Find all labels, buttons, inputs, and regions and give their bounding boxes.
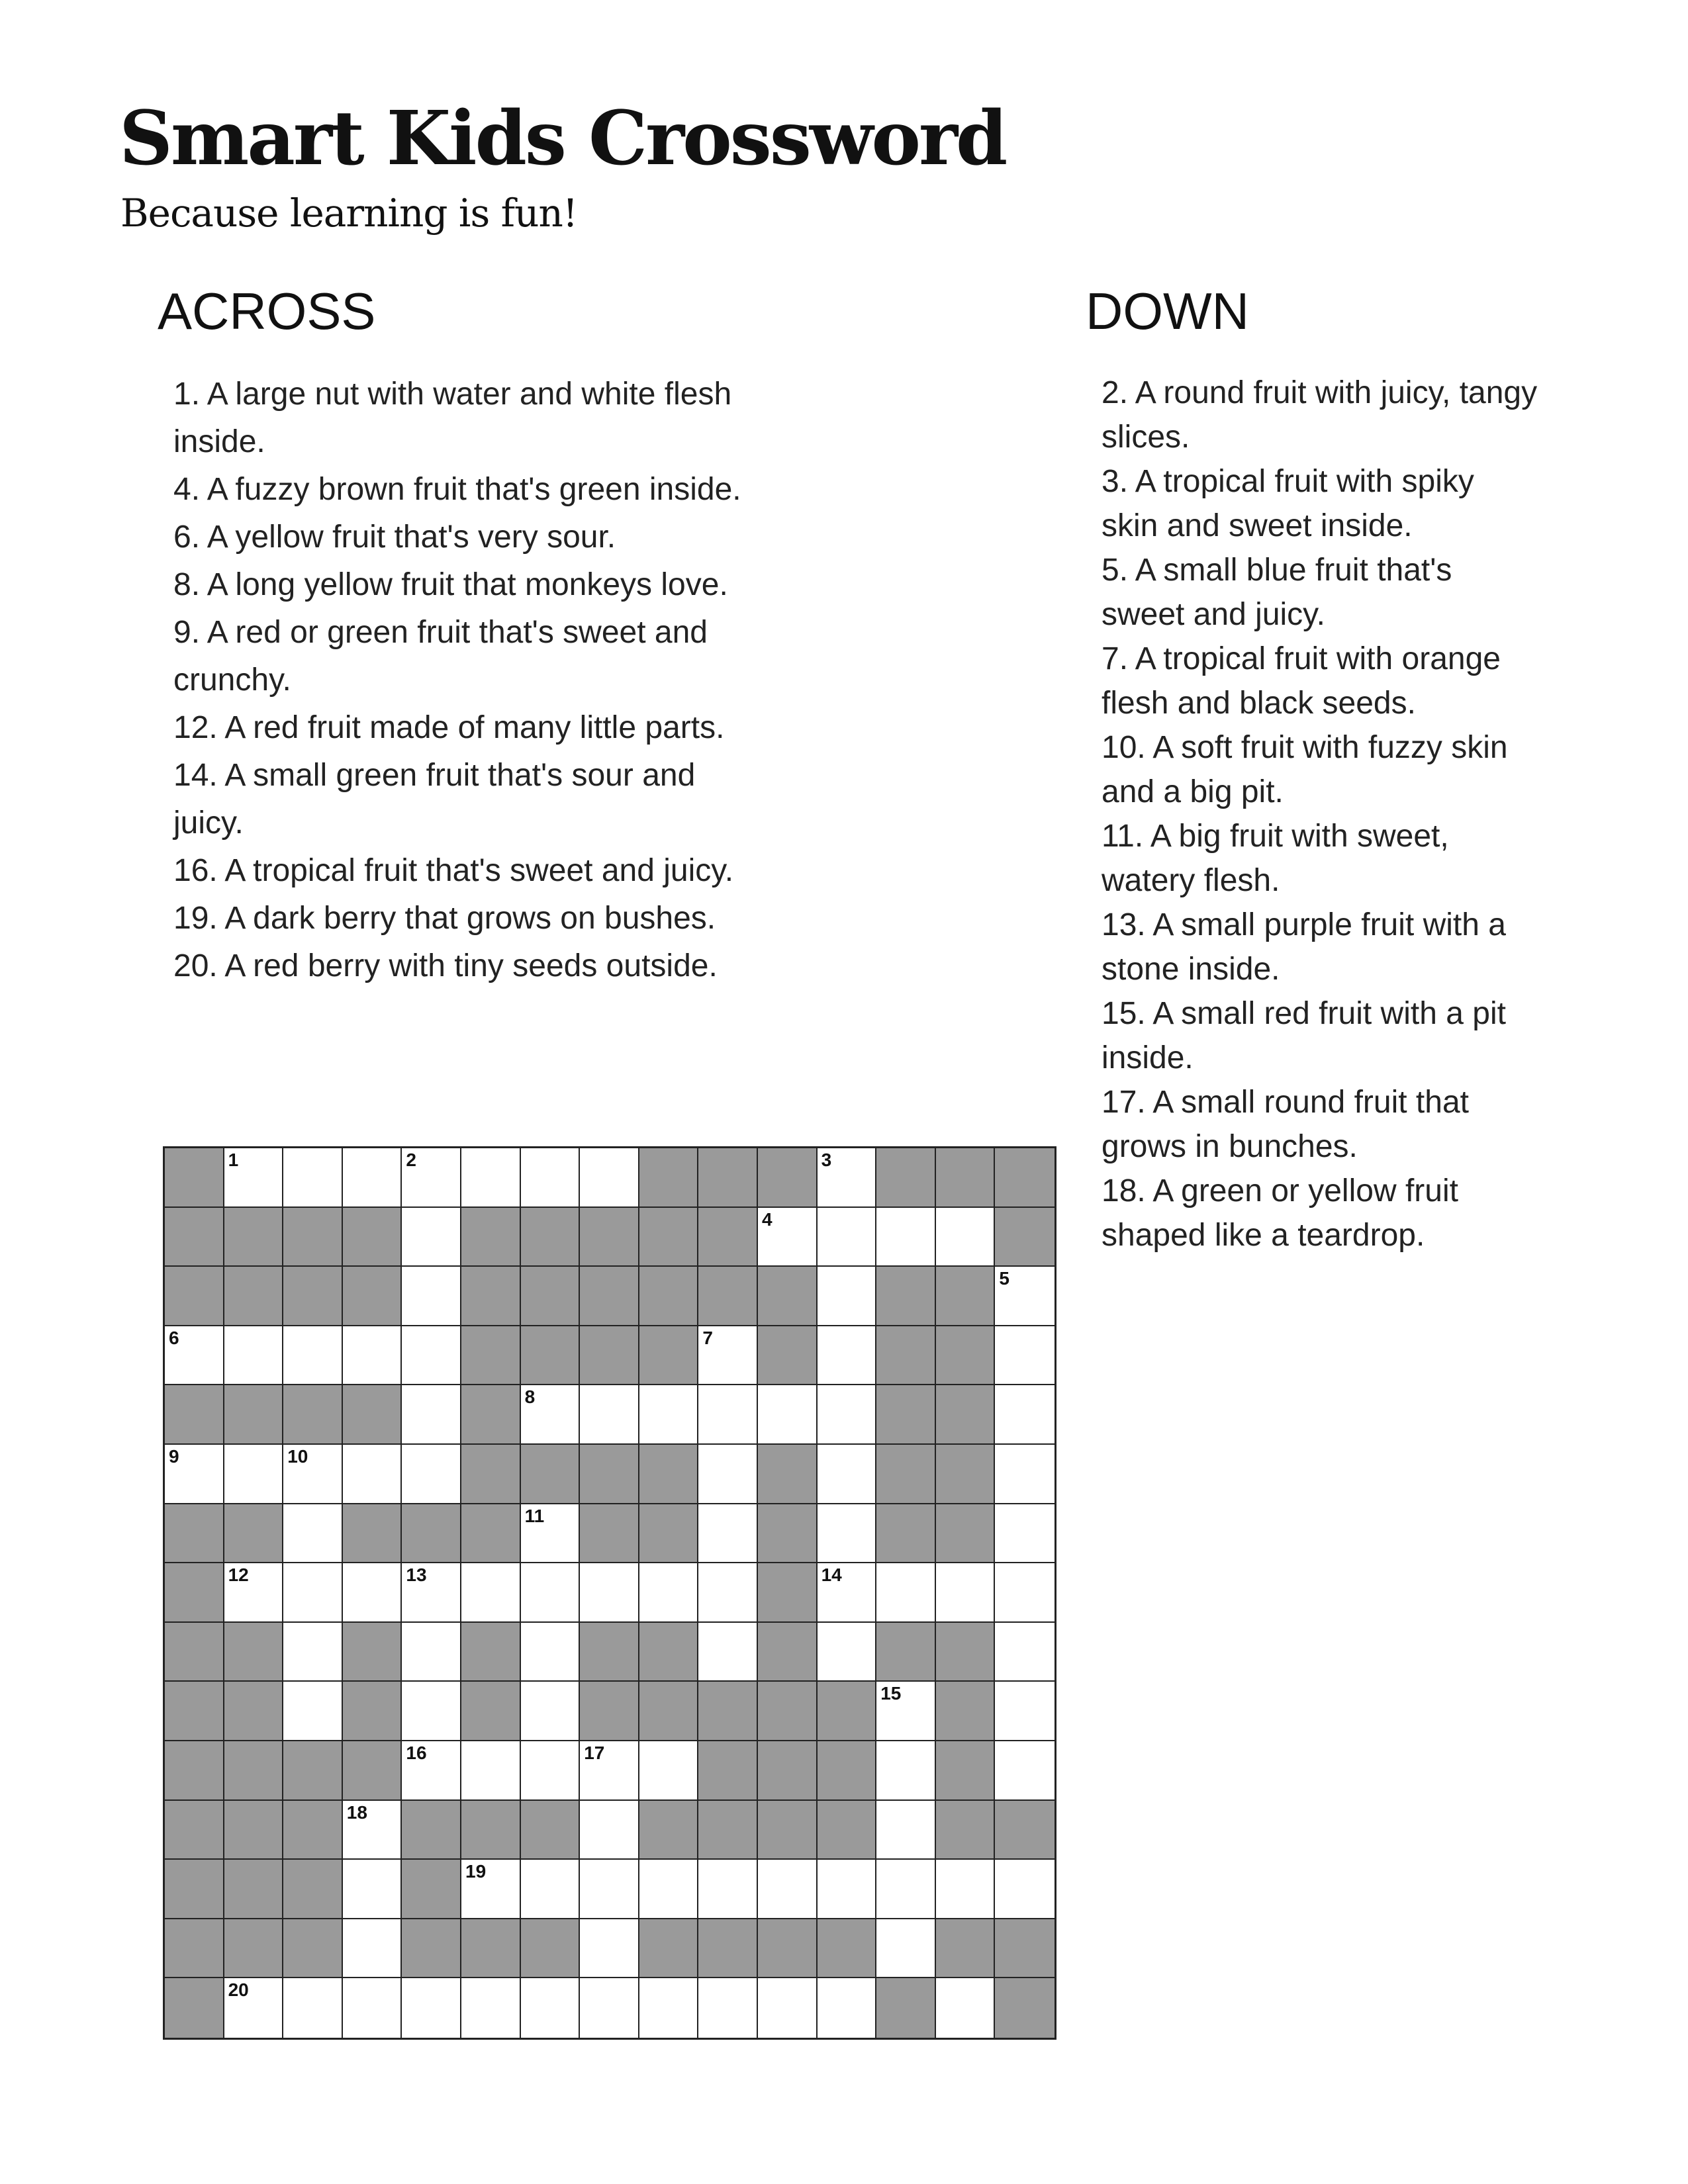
- grid-block-cell: [995, 1801, 1055, 1860]
- grid-block-cell: [876, 1326, 936, 1386]
- grid-entry-cell[interactable]: [639, 1860, 699, 1919]
- down-clue-17: 17. A small round fruit that grows in bunches.: [1102, 1085, 1469, 1164]
- across-clue-8: 8. A long yellow fruit that monkeys love.: [173, 567, 728, 602]
- grid-entry-cell[interactable]: [818, 1563, 877, 1623]
- grid-block-cell: [165, 1682, 224, 1741]
- grid-entry-cell[interactable]: [995, 1563, 1055, 1623]
- grid-block-cell: [343, 1741, 402, 1801]
- crossword-grid: [163, 1146, 1056, 2040]
- grid-entry-cell[interactable]: [698, 1563, 758, 1623]
- grid-block-cell: [283, 1741, 343, 1801]
- grid-block-cell: [224, 1385, 284, 1445]
- grid-block-cell: [580, 1208, 639, 1267]
- grid-block-cell: [461, 1623, 521, 1682]
- grid-block-cell: [224, 1741, 284, 1801]
- grid-block-cell: [461, 1208, 521, 1267]
- grid-block-cell: [936, 1267, 996, 1326]
- clue-number: 19: [465, 1861, 487, 1882]
- grid-entry-cell[interactable]: [876, 1741, 936, 1801]
- grid-entry-cell[interactable]: [343, 1801, 402, 1860]
- grid-entry-cell[interactable]: [995, 1504, 1055, 1564]
- grid-block-cell: [461, 1919, 521, 1979]
- grid-block-cell: [758, 1623, 818, 1682]
- grid-entry-cell[interactable]: [402, 1978, 461, 2038]
- grid-block-cell: [936, 1148, 996, 1208]
- grid-entry-cell[interactable]: [580, 1741, 639, 1801]
- grid-entry-cell[interactable]: [343, 1919, 402, 1979]
- grid-block-cell: [461, 1682, 521, 1741]
- grid-entry-cell[interactable]: [283, 1682, 343, 1741]
- clue-number: 8: [524, 1387, 536, 1408]
- grid-entry-cell[interactable]: [580, 1860, 639, 1919]
- clue-number: 4: [762, 1208, 773, 1230]
- clue-number: 14: [821, 1565, 842, 1586]
- grid-entry-cell[interactable]: [639, 1741, 699, 1801]
- grid-block-cell: [283, 1860, 343, 1919]
- grid-entry-cell[interactable]: [402, 1148, 461, 1208]
- across-clue-19: 19. A dark berry that grows on bushes.: [173, 901, 716, 936]
- grid-block-cell: [165, 1267, 224, 1326]
- clue-number: 11: [524, 1505, 545, 1526]
- across-clue-4: 4. A fuzzy brown fruit that's green inside.: [173, 472, 741, 507]
- grid-block-cell: [876, 1623, 936, 1682]
- grid-block-cell: [936, 1919, 996, 1979]
- grid-block-cell: [521, 1326, 581, 1386]
- grid-entry-cell[interactable]: [818, 1148, 877, 1208]
- grid-entry-cell[interactable]: [283, 1504, 343, 1564]
- grid-entry-cell[interactable]: [521, 1148, 581, 1208]
- grid-block-cell: [165, 1385, 224, 1445]
- grid-entry-cell[interactable]: [936, 1208, 996, 1267]
- grid-block-cell: [995, 1978, 1055, 2038]
- grid-block-cell: [343, 1682, 402, 1741]
- grid-block-cell: [580, 1326, 639, 1386]
- grid-entry-cell[interactable]: [995, 1741, 1055, 1801]
- grid-entry-cell[interactable]: [818, 1445, 877, 1504]
- grid-entry-cell[interactable]: [876, 1563, 936, 1623]
- grid-block-cell: [698, 1148, 758, 1208]
- grid-entry-cell[interactable]: [343, 1860, 402, 1919]
- grid-entry-cell[interactable]: [698, 1860, 758, 1919]
- down-clue-3: 3. A tropical fruit with spiky skin and sweet inside.: [1102, 464, 1474, 543]
- grid-entry-cell[interactable]: [343, 1326, 402, 1386]
- grid-block-cell: [224, 1860, 284, 1919]
- grid-block-cell: [639, 1504, 699, 1564]
- down-clue-7: 7. A tropical fruit with orange flesh and black seeds.: [1102, 641, 1501, 721]
- grid-entry-cell[interactable]: [995, 1623, 1055, 1682]
- clue-number: 13: [406, 1565, 427, 1586]
- grid-block-cell: [639, 1682, 699, 1741]
- grid-block-cell: [758, 1682, 818, 1741]
- grid-block-cell: [639, 1623, 699, 1682]
- down-clue-10: 10. A soft fruit with fuzzy skin and a big pit.: [1102, 730, 1508, 809]
- grid-block-cell: [224, 1623, 284, 1682]
- grid-block-cell: [758, 1326, 818, 1386]
- grid-block-cell: [639, 1267, 699, 1326]
- across-clue-14: 14. A small green fruit that's sour and juicy.: [173, 758, 696, 841]
- grid-entry-cell[interactable]: [580, 1148, 639, 1208]
- grid-entry-cell[interactable]: [283, 1623, 343, 1682]
- grid-block-cell: [876, 1267, 936, 1326]
- grid-entry-cell[interactable]: [876, 1801, 936, 1860]
- clue-number: 17: [584, 1743, 605, 1763]
- grid-entry-cell[interactable]: [818, 1860, 877, 1919]
- grid-block-cell: [818, 1741, 877, 1801]
- grid-entry-cell[interactable]: [224, 1563, 284, 1623]
- grid-block-cell: [995, 1148, 1055, 1208]
- grid-block-cell: [461, 1445, 521, 1504]
- grid-entry-cell[interactable]: [758, 1978, 818, 2038]
- clue-number: 18: [346, 1801, 367, 1823]
- grid-block-cell: [283, 1267, 343, 1326]
- grid-block-cell: [165, 1563, 224, 1623]
- grid-block-cell: [698, 1682, 758, 1741]
- grid-block-cell: [936, 1504, 996, 1564]
- grid-entry-cell[interactable]: [698, 1326, 758, 1386]
- grid-block-cell: [224, 1208, 284, 1267]
- grid-block-cell: [876, 1445, 936, 1504]
- grid-block-cell: [283, 1208, 343, 1267]
- grid-entry-cell[interactable]: [165, 1445, 224, 1504]
- down-clue-5: 5. A small blue fruit that's sweet and juicy.: [1102, 553, 1452, 632]
- grid-block-cell: [936, 1801, 996, 1860]
- clue-number: 1: [228, 1150, 239, 1170]
- grid-block-cell: [995, 1208, 1055, 1267]
- grid-entry-cell[interactable]: [995, 1326, 1055, 1386]
- grid-entry-cell[interactable]: [283, 1326, 343, 1386]
- grid-block-cell: [580, 1682, 639, 1741]
- grid-entry-cell[interactable]: [995, 1445, 1055, 1504]
- grid-block-cell: [283, 1919, 343, 1979]
- across-clue-16: 16. A tropical fruit that's sweet and juicy.: [173, 853, 734, 888]
- grid-block-cell: [461, 1385, 521, 1445]
- grid-block-cell: [402, 1860, 461, 1919]
- grid-entry-cell[interactable]: [698, 1623, 758, 1682]
- grid-block-cell: [165, 1919, 224, 1979]
- grid-block-cell: [224, 1504, 284, 1564]
- grid-block-cell: [818, 1682, 877, 1741]
- grid-block-cell: [224, 1919, 284, 1979]
- grid-block-cell: [224, 1801, 284, 1860]
- down-clue-18: 18. A green or yellow fruit shaped like a teardrop.: [1102, 1173, 1458, 1253]
- grid-entry-cell[interactable]: [224, 1445, 284, 1504]
- down-heading: DOWN: [1086, 282, 1249, 340]
- grid-block-cell: [343, 1385, 402, 1445]
- grid-block-cell: [343, 1208, 402, 1267]
- clue-number: 2: [406, 1150, 416, 1170]
- grid-entry-cell[interactable]: [461, 1860, 521, 1919]
- grid-entry-cell[interactable]: [698, 1445, 758, 1504]
- grid-entry-cell[interactable]: [936, 1978, 996, 2038]
- grid-block-cell: [402, 1919, 461, 1979]
- grid-block-cell: [521, 1208, 581, 1267]
- grid-block-cell: [639, 1208, 699, 1267]
- grid-block-cell: [343, 1504, 402, 1564]
- grid-entry-cell[interactable]: [818, 1208, 877, 1267]
- grid-entry-cell[interactable]: [521, 1682, 581, 1741]
- grid-entry-cell[interactable]: [876, 1860, 936, 1919]
- grid-block-cell: [936, 1326, 996, 1386]
- grid-block-cell: [283, 1385, 343, 1445]
- grid-entry-cell[interactable]: [343, 1978, 402, 2038]
- grid-block-cell: [580, 1445, 639, 1504]
- grid-entry-cell[interactable]: [343, 1445, 402, 1504]
- clue-number: 5: [999, 1268, 1009, 1289]
- grid-entry-cell[interactable]: [521, 1860, 581, 1919]
- grid-entry-cell[interactable]: [521, 1563, 581, 1623]
- grid-entry-cell[interactable]: [876, 1919, 936, 1979]
- clue-number: 20: [228, 1979, 249, 2001]
- grid-entry-cell[interactable]: [224, 1148, 284, 1208]
- grid-entry-cell[interactable]: [818, 1978, 877, 2038]
- grid-entry-cell[interactable]: [995, 1682, 1055, 1741]
- across-clue-6: 6. A yellow fruit that's very sour.: [173, 520, 616, 555]
- grid-block-cell: [521, 1919, 581, 1979]
- grid-block-cell: [639, 1326, 699, 1386]
- grid-block-cell: [936, 1385, 996, 1445]
- grid-block-cell: [758, 1801, 818, 1860]
- grid-block-cell: [818, 1919, 877, 1979]
- grid-entry-cell[interactable]: [698, 1385, 758, 1445]
- grid-block-cell: [521, 1801, 581, 1860]
- grid-entry-cell[interactable]: [402, 1623, 461, 1682]
- grid-block-cell: [936, 1682, 996, 1741]
- grid-entry-cell[interactable]: [402, 1385, 461, 1445]
- grid-entry-cell[interactable]: [521, 1385, 581, 1445]
- grid-entry-cell[interactable]: [936, 1860, 996, 1919]
- clue-number: 9: [169, 1446, 179, 1467]
- grid-entry-cell[interactable]: [461, 1148, 521, 1208]
- grid-block-cell: [165, 1978, 224, 2038]
- grid-entry-cell[interactable]: [402, 1682, 461, 1741]
- grid-entry-cell[interactable]: [936, 1563, 996, 1623]
- across-clue-12: 12. A red fruit made of many little parts.: [173, 710, 725, 745]
- grid-entry-cell[interactable]: [639, 1978, 699, 2038]
- clue-number: 15: [880, 1683, 902, 1704]
- grid-entry-cell[interactable]: [283, 1445, 343, 1504]
- grid-block-cell: [165, 1623, 224, 1682]
- grid-entry-cell[interactable]: [758, 1860, 818, 1919]
- grid-block-cell: [758, 1919, 818, 1979]
- grid-block-cell: [936, 1741, 996, 1801]
- grid-entry-cell[interactable]: [818, 1623, 877, 1682]
- grid-block-cell: [165, 1741, 224, 1801]
- grid-block-cell: [995, 1919, 1055, 1979]
- page-title: Smart Kids Crossword: [119, 95, 1006, 182]
- grid-entry-cell[interactable]: [818, 1267, 877, 1326]
- grid-block-cell: [639, 1801, 699, 1860]
- grid-block-cell: [698, 1919, 758, 1979]
- grid-entry-cell[interactable]: [639, 1385, 699, 1445]
- grid-block-cell: [758, 1563, 818, 1623]
- grid-entry-cell[interactable]: [461, 1978, 521, 2038]
- grid-entry-cell[interactable]: [402, 1741, 461, 1801]
- grid-entry-cell[interactable]: [283, 1978, 343, 2038]
- grid-entry-cell[interactable]: [580, 1563, 639, 1623]
- grid-entry-cell[interactable]: [698, 1978, 758, 2038]
- grid-entry-cell[interactable]: [995, 1860, 1055, 1919]
- grid-entry-cell[interactable]: [818, 1326, 877, 1386]
- grid-entry-cell[interactable]: [521, 1623, 581, 1682]
- grid-block-cell: [165, 1208, 224, 1267]
- grid-block-cell: [698, 1801, 758, 1860]
- grid-entry-cell[interactable]: [580, 1385, 639, 1445]
- grid-block-cell: [165, 1504, 224, 1564]
- grid-block-cell: [698, 1741, 758, 1801]
- grid-block-cell: [165, 1860, 224, 1919]
- clue-number: 16: [406, 1743, 427, 1763]
- grid-block-cell: [580, 1267, 639, 1326]
- grid-block-cell: [876, 1978, 936, 2038]
- grid-block-cell: [343, 1623, 402, 1682]
- grid-entry-cell[interactable]: [402, 1563, 461, 1623]
- grid-entry-cell[interactable]: [521, 1504, 581, 1564]
- grid-block-cell: [818, 1801, 877, 1860]
- grid-block-cell: [461, 1504, 521, 1564]
- grid-entry-cell[interactable]: [402, 1267, 461, 1326]
- grid-entry-cell[interactable]: [343, 1563, 402, 1623]
- grid-entry-cell[interactable]: [283, 1148, 343, 1208]
- grid-block-cell: [224, 1682, 284, 1741]
- grid-block-cell: [283, 1801, 343, 1860]
- grid-entry-cell[interactable]: [283, 1563, 343, 1623]
- down-clue-11: 11. A big fruit with sweet, watery flesh.: [1102, 819, 1449, 898]
- grid-entry-cell[interactable]: [402, 1445, 461, 1504]
- grid-block-cell: [876, 1385, 936, 1445]
- down-clue-15: 15. A small red fruit with a pit inside.: [1102, 996, 1506, 1075]
- across-clue-1: 1. A large nut with water and white flesh inside.: [173, 377, 732, 459]
- grid-block-cell: [461, 1267, 521, 1326]
- grid-block-cell: [876, 1504, 936, 1564]
- grid-block-cell: [639, 1445, 699, 1504]
- clue-number: 3: [821, 1150, 832, 1170]
- down-clue-2: 2. A round fruit with juicy, tangy slices.: [1102, 375, 1538, 455]
- clue-number: 12: [228, 1565, 249, 1586]
- grid-entry-cell[interactable]: [818, 1504, 877, 1564]
- clue-number: 7: [702, 1327, 713, 1348]
- grid-block-cell: [639, 1919, 699, 1979]
- grid-entry-cell[interactable]: [521, 1741, 581, 1801]
- grid-block-cell: [402, 1504, 461, 1564]
- grid-block-cell: [698, 1208, 758, 1267]
- grid-block-cell: [758, 1445, 818, 1504]
- grid-entry-cell[interactable]: [876, 1682, 936, 1741]
- grid-entry-cell[interactable]: [165, 1326, 224, 1386]
- grid-block-cell: [639, 1148, 699, 1208]
- grid-entry-cell[interactable]: [876, 1208, 936, 1267]
- grid-entry-cell[interactable]: [995, 1385, 1055, 1445]
- grid-block-cell: [165, 1801, 224, 1860]
- clue-number: 10: [287, 1446, 308, 1467]
- grid-block-cell: [758, 1267, 818, 1326]
- grid-block-cell: [521, 1267, 581, 1326]
- grid-block-cell: [936, 1623, 996, 1682]
- across-heading: ACROSS: [158, 282, 376, 340]
- grid-block-cell: [580, 1623, 639, 1682]
- page-subtitle: Because learning is fun!: [120, 191, 578, 236]
- grid-entry-cell[interactable]: [639, 1563, 699, 1623]
- grid-block-cell: [343, 1267, 402, 1326]
- grid-block-cell: [224, 1267, 284, 1326]
- grid-entry-cell[interactable]: [461, 1741, 521, 1801]
- grid-block-cell: [580, 1504, 639, 1564]
- clue-number: 6: [169, 1327, 179, 1348]
- grid-entry-cell[interactable]: [521, 1978, 581, 2038]
- grid-entry-cell[interactable]: [343, 1148, 402, 1208]
- grid-block-cell: [758, 1741, 818, 1801]
- grid-entry-cell[interactable]: [580, 1919, 639, 1979]
- grid-block-cell: [758, 1504, 818, 1564]
- grid-entry-cell[interactable]: [758, 1385, 818, 1445]
- grid-block-cell: [698, 1267, 758, 1326]
- down-clue-13: 13. A small purple fruit with a stone inside.: [1102, 907, 1506, 987]
- grid-entry-cell[interactable]: [698, 1504, 758, 1564]
- across-clue-9: 9. A red or green fruit that's sweet and crunchy.: [173, 615, 708, 698]
- grid-block-cell: [936, 1445, 996, 1504]
- grid-block-cell: [461, 1326, 521, 1386]
- grid-block-cell: [461, 1801, 521, 1860]
- grid-entry-cell[interactable]: [580, 1978, 639, 2038]
- grid-entry-cell[interactable]: [224, 1326, 284, 1386]
- across-clue-list: [173, 371, 743, 990]
- grid-entry-cell[interactable]: [402, 1208, 461, 1267]
- down-clue-list: [1102, 371, 1538, 1257]
- grid-block-cell: [165, 1148, 224, 1208]
- across-clue-20: 20. A red berry with tiny seeds outside.: [173, 948, 718, 983]
- grid-entry-cell[interactable]: [461, 1563, 521, 1623]
- grid-entry-cell[interactable]: [995, 1267, 1055, 1326]
- grid-block-cell: [758, 1148, 818, 1208]
- grid-entry-cell[interactable]: [580, 1801, 639, 1860]
- grid-entry-cell[interactable]: [758, 1208, 818, 1267]
- grid-block-cell: [402, 1801, 461, 1860]
- grid-entry-cell[interactable]: [818, 1385, 877, 1445]
- grid-entry-cell[interactable]: [224, 1978, 284, 2038]
- grid-block-cell: [521, 1445, 581, 1504]
- grid-block-cell: [876, 1148, 936, 1208]
- grid-entry-cell[interactable]: [402, 1326, 461, 1386]
